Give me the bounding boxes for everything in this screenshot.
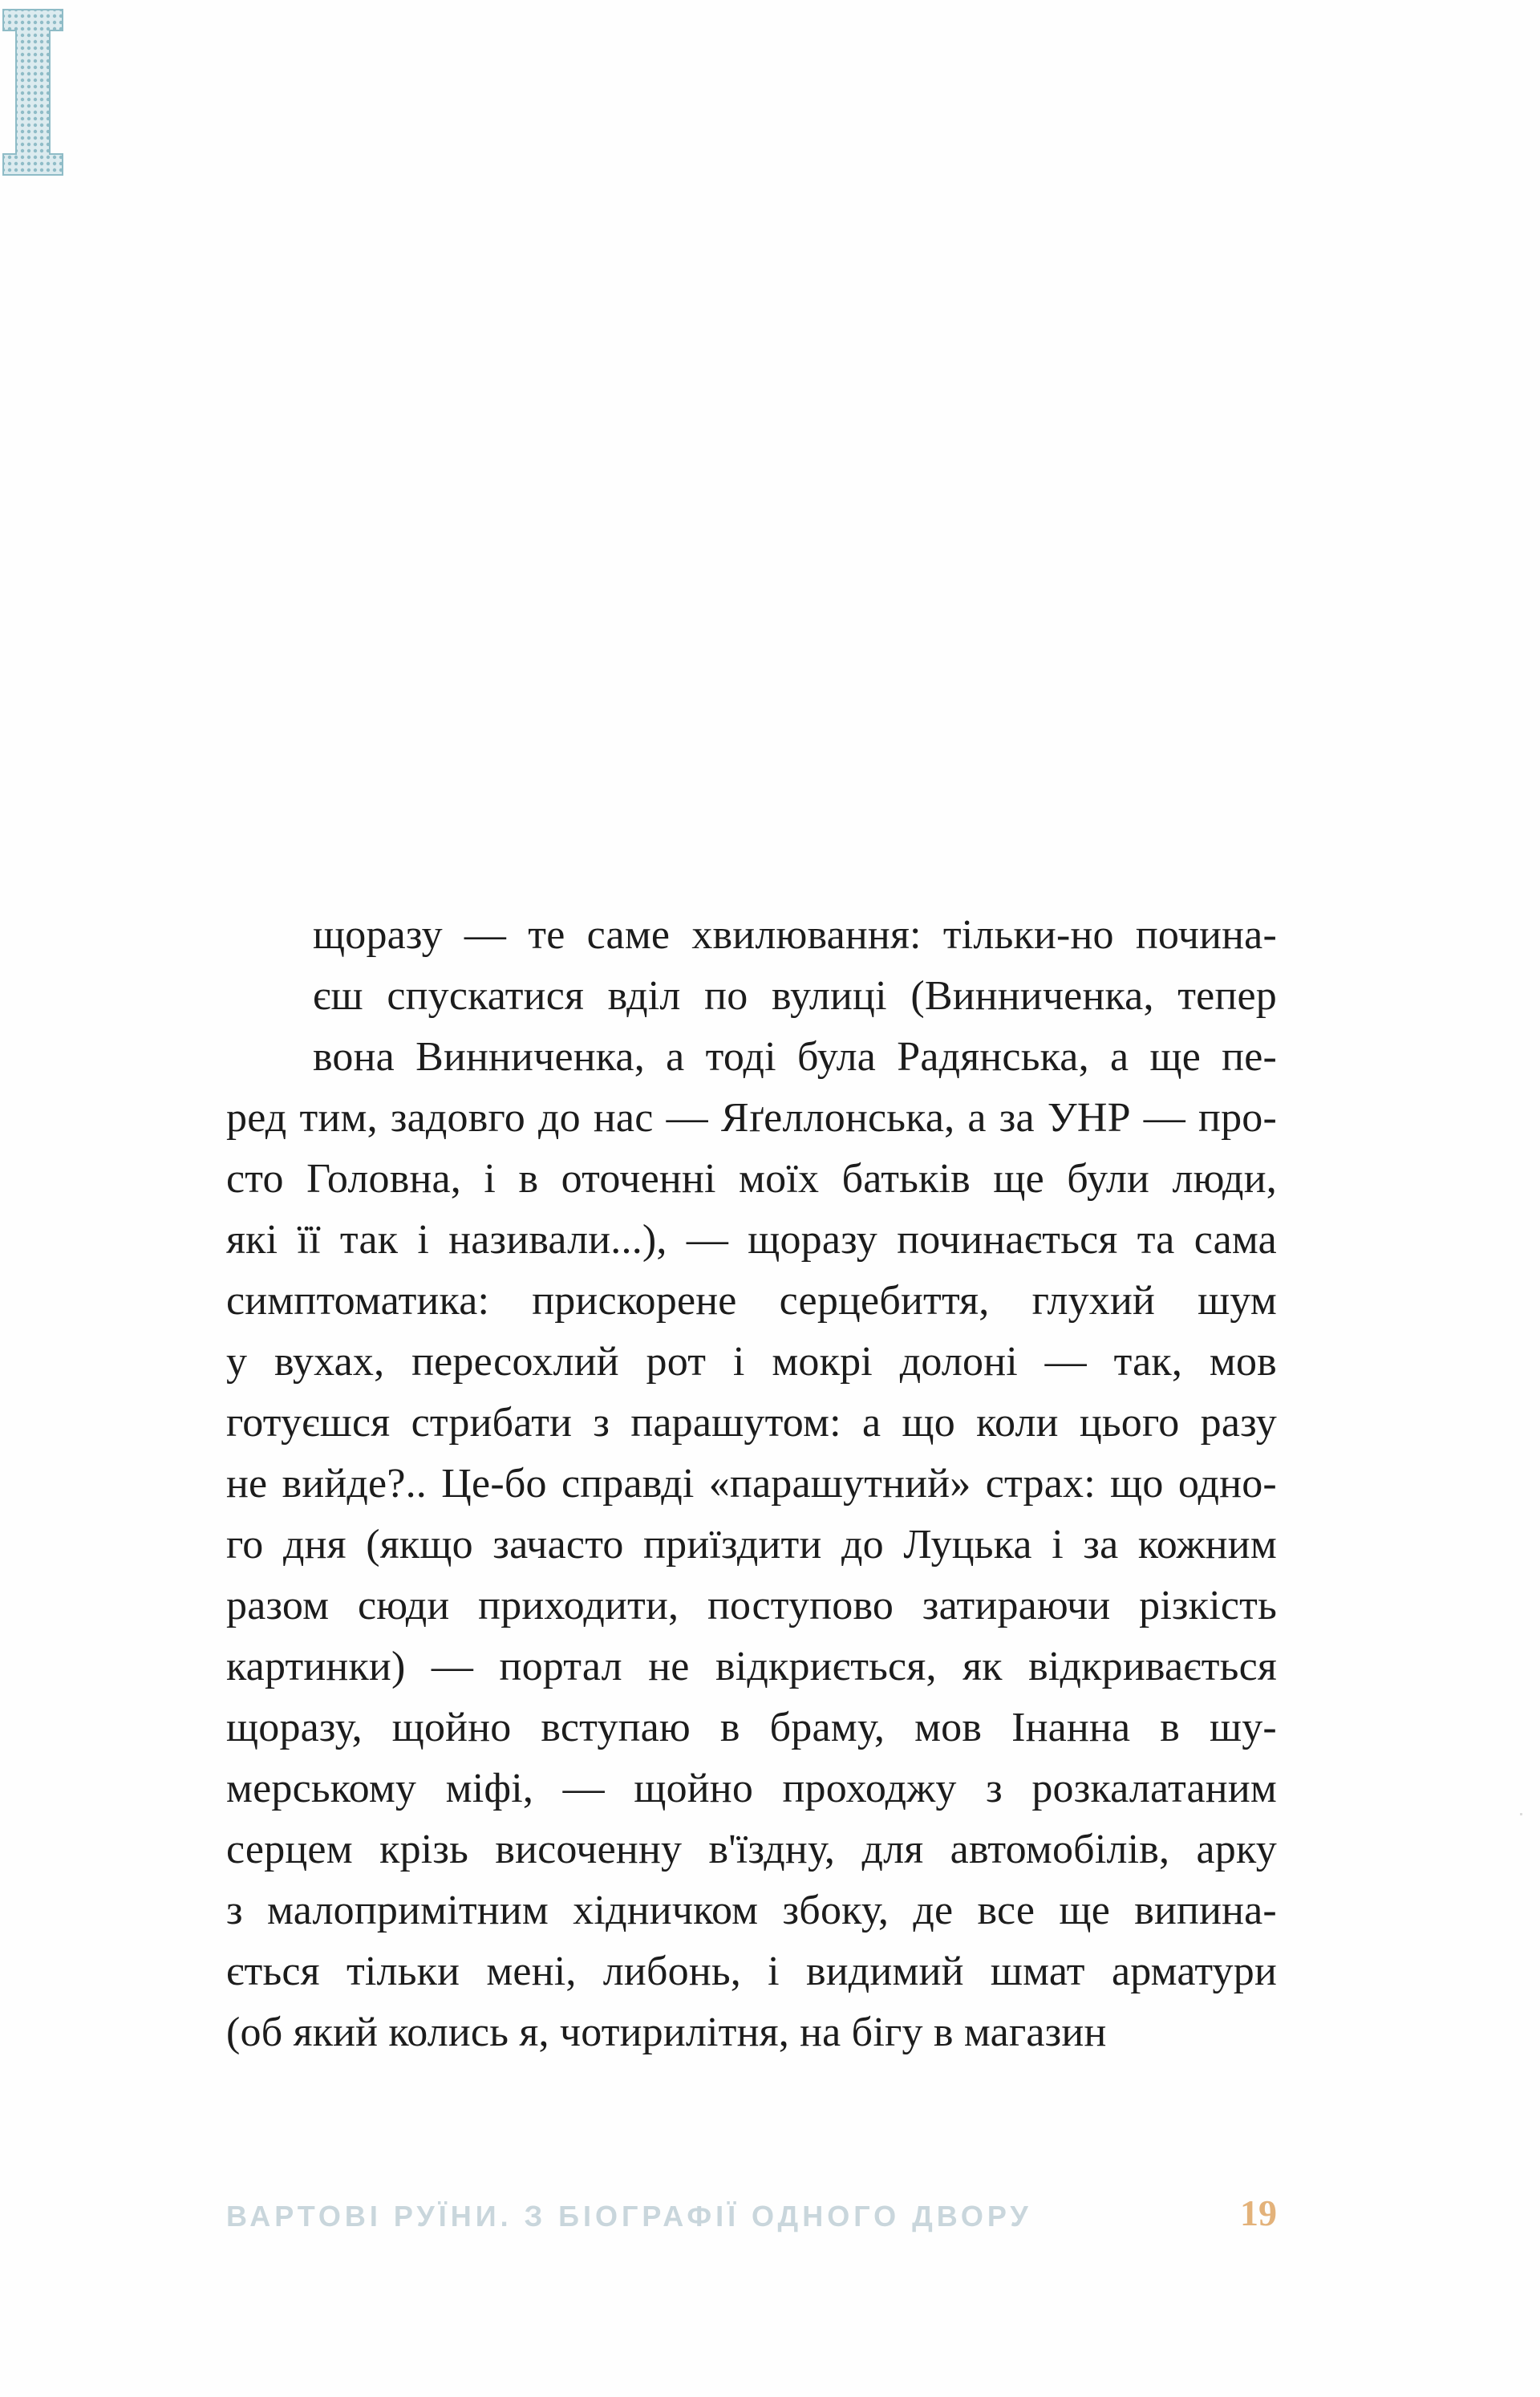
- text-line: [226, 1576, 1277, 1637]
- word: серцем: [226, 1827, 353, 1872]
- word: оточенні: [561, 1156, 716, 1202]
- word: мені,: [486, 1949, 577, 1994]
- word: щоразу,: [226, 1705, 363, 1750]
- page-number: 19: [1240, 2192, 1277, 2233]
- word: і: [417, 1217, 430, 1263]
- word: моїх: [739, 1156, 820, 1202]
- text-line: [226, 905, 1277, 966]
- text-line: [226, 1149, 1277, 1210]
- word: картинки): [226, 1644, 406, 1689]
- word: розкалатаним: [1031, 1766, 1277, 1811]
- word: сюди: [358, 1583, 450, 1628]
- word: приїздити: [643, 1522, 822, 1568]
- word: УНР: [1047, 1095, 1131, 1141]
- word: вухах,: [274, 1339, 385, 1385]
- word: з: [226, 1888, 243, 1933]
- word: і: [1052, 1522, 1064, 1568]
- word: в'їздну,: [708, 1827, 836, 1872]
- word: як: [962, 1644, 1003, 1689]
- word: Луцька: [903, 1522, 1032, 1568]
- word: височенну: [495, 1827, 683, 1872]
- word: вулиці: [771, 973, 887, 1019]
- text-line: [226, 1332, 1277, 1393]
- word: різкість: [1139, 1583, 1277, 1628]
- word: мерському: [226, 1766, 417, 1811]
- word: міфі,: [445, 1766, 534, 1811]
- word: все: [977, 1888, 1035, 1933]
- word: хідничком: [573, 1888, 759, 1933]
- word: Радянська,: [897, 1034, 1089, 1080]
- word: рот: [646, 1339, 707, 1385]
- word: і: [732, 1339, 745, 1385]
- word: за: [999, 1095, 1035, 1141]
- text-line: [226, 1515, 1277, 1576]
- text-line: [226, 1941, 1277, 2002]
- word: «парашутний»: [708, 1461, 971, 1507]
- word: почина-: [1135, 912, 1277, 958]
- word: щоразу: [748, 1217, 877, 1263]
- word: саме: [586, 912, 671, 958]
- word: випина-: [1134, 1888, 1277, 1933]
- word: зачасто: [492, 1522, 624, 1568]
- word: а: [666, 1034, 685, 1080]
- word: щоразу: [313, 912, 443, 958]
- word: з: [986, 1766, 1003, 1811]
- word: глухий: [1031, 1278, 1156, 1324]
- word: по: [704, 973, 748, 1019]
- word: про-: [1198, 1095, 1277, 1141]
- word: —: [562, 1766, 605, 1811]
- text-line: (об який колись я, чотирилітня, на бігу в магазин: [226, 2010, 1107, 2055]
- word: хвилювання:: [691, 912, 922, 958]
- word: либонь,: [602, 1949, 741, 1994]
- word: разу: [1200, 1400, 1277, 1446]
- body-text: [226, 905, 1277, 2063]
- word: —: [686, 1217, 729, 1263]
- word: для: [861, 1827, 924, 1872]
- text-line: [226, 1697, 1277, 1758]
- text-line: [226, 1880, 1277, 1941]
- word: симптоматика:: [226, 1278, 490, 1324]
- word: пересохлий: [411, 1339, 619, 1385]
- word: Головна,: [306, 1156, 461, 1202]
- word: які: [226, 1217, 278, 1263]
- word: справді: [561, 1461, 695, 1507]
- word: і: [484, 1156, 496, 1202]
- word: вийде?..: [282, 1461, 428, 1507]
- word: з: [593, 1400, 610, 1446]
- word: те: [528, 912, 565, 958]
- word: малопримітним: [267, 1888, 549, 1933]
- word: люди,: [1172, 1156, 1277, 1202]
- word: в: [518, 1156, 539, 1202]
- word: тепер: [1177, 973, 1277, 1019]
- word: а: [967, 1095, 987, 1141]
- word: вділ: [607, 973, 681, 1019]
- word: сама: [1194, 1217, 1277, 1263]
- word: а: [1109, 1034, 1129, 1080]
- word: а: [861, 1400, 881, 1446]
- word: долоні: [899, 1339, 1018, 1385]
- word: Винниченка,: [415, 1034, 645, 1080]
- word: за: [1083, 1522, 1119, 1568]
- word: (якщо: [366, 1522, 473, 1568]
- word: єш: [313, 973, 363, 1019]
- word: де: [913, 1888, 954, 1933]
- word: приходити,: [478, 1583, 679, 1628]
- word: до: [841, 1522, 884, 1568]
- text-line: [226, 1454, 1277, 1515]
- word: (Винниченка,: [910, 973, 1154, 1019]
- word: мов: [1209, 1339, 1277, 1385]
- text-line: [226, 1027, 1277, 1088]
- word: го: [226, 1522, 264, 1568]
- word: вступаю: [541, 1705, 691, 1750]
- word: у: [226, 1339, 248, 1385]
- text-line: [226, 1637, 1277, 1697]
- text-line: [226, 1819, 1277, 1880]
- word: збоку,: [782, 1888, 890, 1933]
- word: Інанна: [1011, 1705, 1131, 1750]
- word: коли: [976, 1400, 1059, 1446]
- word: —: [1044, 1339, 1087, 1385]
- word: арматури: [1111, 1949, 1277, 1994]
- text-line: [226, 1758, 1277, 1819]
- word: ще: [1149, 1034, 1201, 1080]
- word: шум: [1198, 1278, 1277, 1324]
- word: відкривається: [1028, 1644, 1277, 1689]
- word: ще: [1059, 1888, 1110, 1933]
- word: кожним: [1137, 1522, 1277, 1568]
- word: пе-: [1222, 1034, 1277, 1080]
- page-footer: [226, 2188, 1277, 2253]
- word: тільки: [346, 1949, 460, 1994]
- word: не: [648, 1644, 690, 1689]
- text-line: [226, 1271, 1277, 1332]
- word: спускатися: [387, 973, 585, 1019]
- word: починається: [897, 1217, 1118, 1263]
- word: стрибати: [411, 1400, 573, 1446]
- word: одно-: [1177, 1461, 1277, 1507]
- word: парашутом:: [630, 1400, 841, 1446]
- word: не: [226, 1461, 268, 1507]
- word: і: [768, 1949, 780, 1994]
- word: тільки-но: [942, 912, 1114, 958]
- word: її: [297, 1217, 321, 1263]
- word: Це-бо: [441, 1461, 547, 1507]
- word: відкриється,: [715, 1644, 937, 1689]
- word: називали...),: [448, 1217, 667, 1263]
- word: поступово: [707, 1583, 894, 1628]
- word: автомобілів,: [950, 1827, 1170, 1872]
- word: що: [1110, 1461, 1164, 1507]
- word: була: [797, 1034, 877, 1080]
- word: були: [1067, 1156, 1150, 1202]
- word: разом: [226, 1583, 330, 1628]
- word: шу-: [1209, 1705, 1277, 1750]
- running-head: ВАРТОВІ РУЇНИ. З БІОГРАФІЇ ОДНОГО ДВОРУ: [226, 2200, 1032, 2233]
- word: тим,: [299, 1095, 378, 1141]
- word: цього: [1079, 1400, 1180, 1446]
- word: мов: [914, 1705, 983, 1750]
- word: до: [537, 1095, 581, 1141]
- word: задовго: [390, 1095, 525, 1141]
- word: мокрі: [772, 1339, 873, 1385]
- word: ще: [993, 1156, 1044, 1202]
- word: —: [1143, 1095, 1185, 1141]
- word: видимий: [806, 1949, 964, 1994]
- word: батьків: [841, 1156, 971, 1202]
- word: —: [431, 1644, 474, 1689]
- word: щойно: [391, 1705, 512, 1750]
- print-mark: [1520, 1813, 1522, 1815]
- word: —: [666, 1095, 708, 1141]
- word: що: [902, 1400, 955, 1446]
- word: крізь: [379, 1827, 469, 1872]
- word: ред: [226, 1095, 287, 1141]
- word: в: [719, 1705, 740, 1750]
- drop-cap-ornament: [0, 6, 66, 178]
- word: Яґеллонська,: [720, 1095, 955, 1141]
- word: браму,: [769, 1705, 886, 1750]
- word: ється: [226, 1949, 320, 1994]
- word: так: [339, 1217, 399, 1263]
- word: так,: [1113, 1339, 1183, 1385]
- word: тоді: [705, 1034, 776, 1080]
- word: затираючи: [922, 1583, 1111, 1628]
- text-line: [226, 1393, 1277, 1454]
- word: та: [1137, 1217, 1175, 1263]
- word: сто: [226, 1156, 284, 1202]
- word: арку: [1196, 1827, 1277, 1872]
- word: —: [464, 912, 507, 958]
- word: дня: [282, 1522, 346, 1568]
- text-line: [226, 1210, 1277, 1271]
- word: портал: [499, 1644, 622, 1689]
- word: щойно: [634, 1766, 754, 1811]
- word: шмат: [990, 1949, 1085, 1994]
- word: прискорене: [532, 1278, 737, 1324]
- text-line: [226, 1088, 1277, 1149]
- text-line: [226, 966, 1277, 1027]
- word: вона: [313, 1034, 395, 1080]
- word: серцебиття,: [779, 1278, 990, 1324]
- word: проходжу: [782, 1766, 957, 1811]
- word: страх:: [985, 1461, 1096, 1507]
- word: в: [1160, 1705, 1180, 1750]
- word: готуєшся: [226, 1400, 391, 1446]
- word: нас: [593, 1095, 654, 1141]
